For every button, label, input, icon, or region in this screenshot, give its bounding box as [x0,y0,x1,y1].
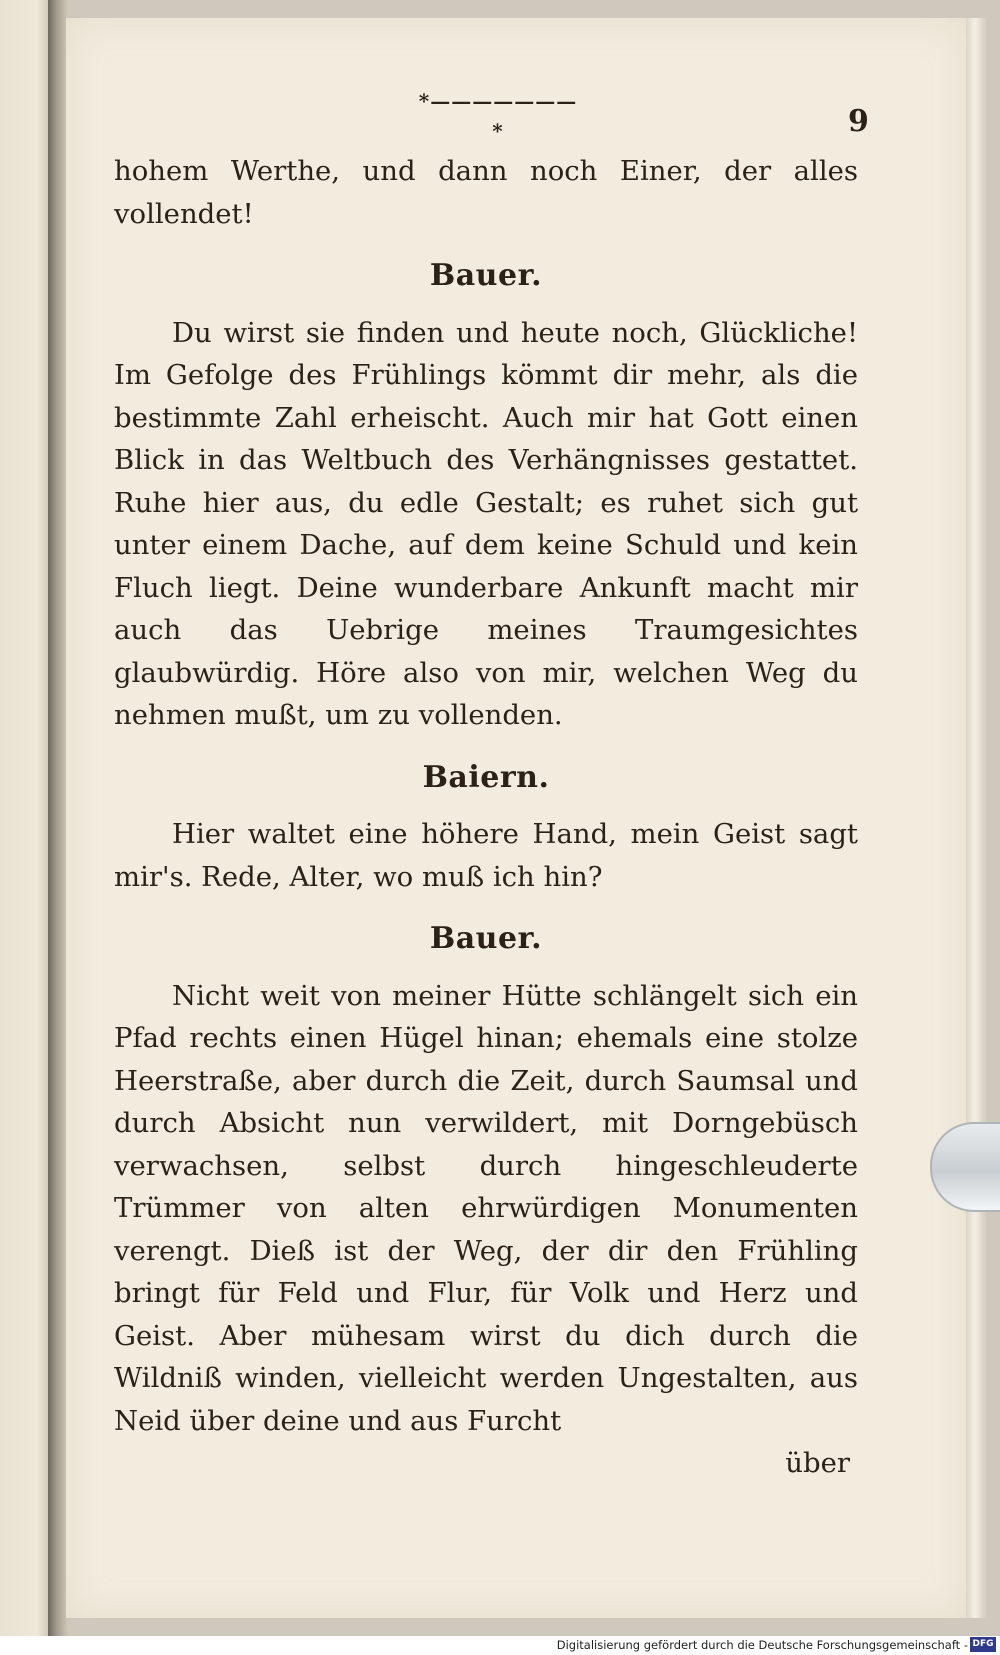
paragraph-3: Hier waltet eine höhere Hand, mein Geist sagt mir's. Rede, Alter, wo muß ich hin? [114,818,858,893]
header-ornament: *———————* [418,89,578,143]
catchword: über [785,1447,850,1479]
speaker-heading-baiern: Baiern. [422,759,550,795]
paragraph-2: Du wirst sie finden und heute noch, Glückliche! Im Gefolge des Frühlings kömmt dir mehr, als die bestimmte Zahl erheischt. Auch mir hat Gott einen Blick in das Weltbuch des Verhängnisses gestattet. Ruhe hier aus, du edle Gestalt; es ruhet sich gut unter einem Dache, auf dem keine Schuld und kein Fluch liegt. Deine wunderbare Ankunft macht mir auch das Uebrige meines Traumgesichtes glaubwürdig. Höre also von mir, welchen Weg du nehmen mußt, um zu vollenden. [114,316,858,731]
paragraph-4: Nicht weit von meiner Hütte schlängelt sich ein Pfad rechts einen Hügel hinan; ehemals eine stolze Heerstraße, aber durch die Zeit, durch Saumsal und durch Absicht nun verwildert, mit Dorngebüsch verwachsen, selbst durch hingeschleuderte Trümmer von alten ehrwürdigen Monumenten verengt. Dieß ist der Weg, der dir den Frühling bringt für Feld und Flur, für Volk und Herz und Geist. Aber mühesam wirst du dich durch die Wildniß winden, vielleicht werden Ungestalten, aus Neid über deine und aus Furcht [114,979,858,1437]
speaker-heading-bauer: Bauer. [429,258,543,293]
speaker-heading-bauer-2: Bauer. [429,921,543,956]
page-number: 9 [848,104,869,139]
page-fore-edge [966,18,988,1618]
dfg-logo-icon: DFG [970,1637,996,1652]
page-text [114,150,858,1485]
digitization-credit: Digitalisierung gefördert durch die Deutsche Forschungsgemeinschaft - [556,1638,968,1652]
paragraph-1: hohem Werthe, und dann noch Einer, der alles vollendet! [114,155,858,230]
book-gutter [48,0,68,1655]
